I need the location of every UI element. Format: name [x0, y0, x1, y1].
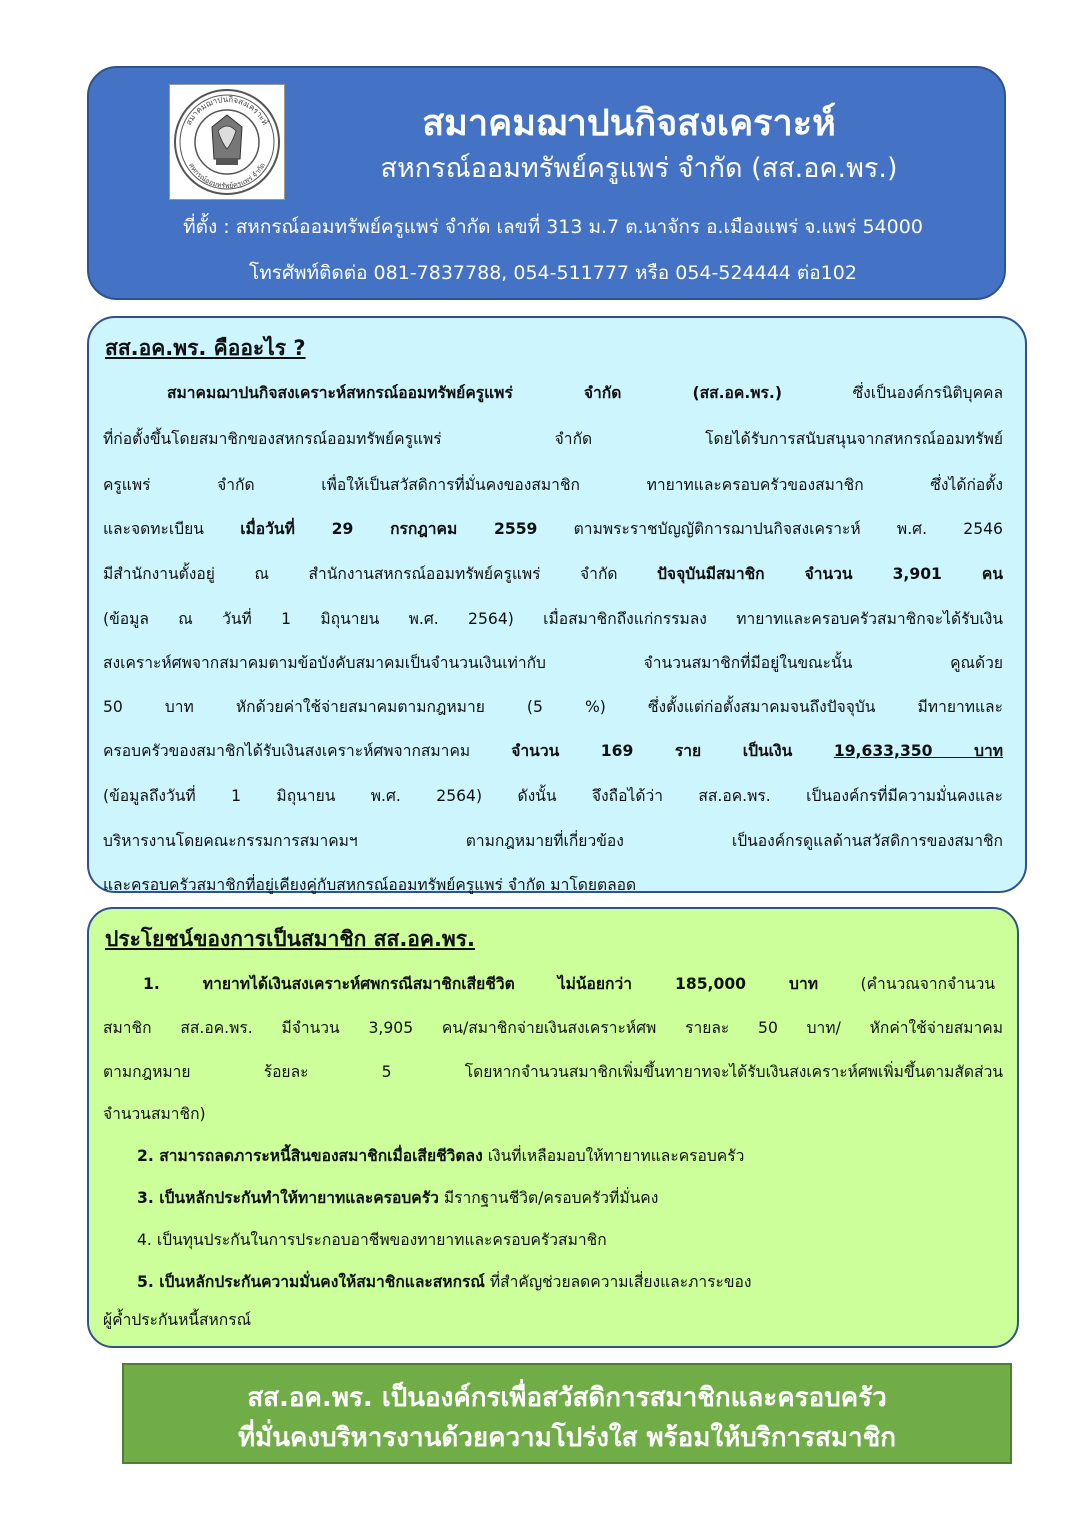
benefit-line: 2. สามารถลดภาระหนี้สินของสมาชิกเมื่อเสียชีวิตลง เงินที่เหลือมอบให้ทายาทและครอบครัว — [137, 1147, 745, 1165]
about-line: บริหารงานโดยคณะกรรมการสมาคมฯ ตามกฎหมายที่เกี่ยวข้อง เป็นองค์กรดูแลด้านสวัสดิการของสมาชิก — [103, 832, 1003, 850]
address-line: ที่ตั้ง : สหกรณ์ออมทรัพย์ครูแพร่ จำกัด เลขที่ 313 ม.7 ต.นาจักร อ.เมืองแพร่ จ.แพร่ 54000 — [183, 216, 923, 238]
benefits-heading: ประโยชน์ของการเป็นสมาชิก สส.อค.พร. — [105, 927, 476, 951]
phone-line: โทรศัพท์ติดต่อ 081-7837788, 054-511777 หรือ 054-524444 ต่อ102 — [249, 262, 857, 284]
benefit-line: จำนวนสมาชิก) — [103, 1105, 206, 1123]
benefit-line: 4. เป็นทุนประกันในการประกอบอาชีพของทายาทและครอบครัวสมาชิก — [137, 1231, 607, 1249]
about-line: (ข้อมูล ณ วันที่ 1 มิถุนายน พ.ศ. 2564) เมื่อสมาชิกถึงแก่กรรมลง ทายาทและครอบครัวสมาชิกจะได้รับเงิน — [103, 610, 1003, 628]
about-heading: สส.อค.พร. คืออะไร ? — [105, 336, 306, 360]
association-subtitle: สหกรณ์ออมทรัพย์ครูแพร่ จำกัด (สส.อค.พร.) — [380, 153, 898, 184]
benefit-line: ผู้ค้ำประกันหนี้สหกรณ์ — [103, 1311, 252, 1329]
benefits-section — [87, 907, 1019, 1348]
about-section — [87, 316, 1027, 893]
benefit-line: 5. เป็นหลักประกันความมั่นคงให้สมาชิกและสหกรณ์ ที่สำคัญช่วยลดความเสี่ยงและภาระของ — [137, 1273, 752, 1291]
footer-line-1: สส.อค.พร. เป็นองค์กรเพื่อสวัสดิการสมาชิกและครอบครัว — [247, 1383, 887, 1413]
about-line: สงเคราะห์ศพจากสมาคมตามข้อบังคับสมาคมเป็นจำนวนเงินเท่ากับ จำนวนสมาชิกที่มีอยู่ในขณะนั้น คูณด้วย — [103, 654, 1003, 672]
association-title: สมาคมฌาปนกิจสงเคราะห์ — [422, 103, 836, 144]
about-line: 50 บาท หักด้วยค่าใช้จ่ายสมาคมตามกฎหมาย (5 %) ซึ่งตั้งแต่ก่อตั้งสมาคมจนถึงปัจจุบัน มีทายาทและ — [103, 698, 1003, 716]
about-line: มีสำนักงานตั้งอยู่ ณ สำนักงานสหกรณ์ออมทรัพย์ครูแพร่ จำกัด ปัจจุบันมีสมาชิก จำนวน 3,901 คน — [103, 565, 1003, 583]
association-seal-icon — [170, 85, 284, 199]
header-banner — [87, 66, 1006, 300]
about-line: ครูแพร่ จำกัด เพื่อให้เป็นสวัสดิการที่มั่นคงของสมาชิก ทายาทและครอบครัวของสมาชิก ซึ่งได้ก่อตั้ง — [103, 476, 1003, 494]
about-line: ครอบครัวของสมาชิกได้รับเงินสงเคราะห์ศพจากสมาคม จำนวน 169 ราย เป็นเงิน 19,633,350 บาท — [103, 742, 1003, 760]
benefit-line: ตามกฎหมาย ร้อยละ 5 โดยหากจำนวนสมาชิกเพิ่มขึ้นทายาทจะได้รับเงินสงเคราะห์ศพเพิ่มขึ้นตามสัดส่วน — [103, 1063, 1003, 1081]
benefit-line: สมาชิก สส.อค.พร. มีจำนวน 3,905 คน/สมาชิกจ่ายเงินสงเคราะห์ศพ รายละ 50 บาท/ หักค่าใช้จ่ายสมาคม — [103, 1019, 1003, 1037]
about-line: สมาคมฌาปนกิจสงเคราะห์สหกรณ์ออมทรัพย์ครูแพร่ จำกัด (สส.อค.พร.) ซึ่งเป็นองค์กรนิติบุคคล — [167, 384, 1003, 402]
association-logo — [169, 84, 285, 200]
footer-banner — [122, 1363, 1012, 1464]
about-line: และจดทะเบียน เมื่อวันที่ 29 กรกฎาคม 2559 ตามพระราชบัญญัติการฌาปนกิจสงเคราะห์ พ.ศ. 2546 — [103, 520, 1003, 538]
logo-text-top: สมาคมฌาปนกิจสงเคราะห์ — [184, 94, 270, 127]
about-line: ที่ก่อตั้งขึ้นโดยสมาชิกของสหกรณ์ออมทรัพย์ครูแพร่ จำกัด โดยได้รับการสนับสนุนจากสหกรณ์ออมทรัพย์ — [103, 430, 1003, 448]
about-line: (ข้อมูลถึงวันที่ 1 มิถุนายน พ.ศ. 2564) ดังนั้น จึงถือได้ว่า สส.อค.พร. เป็นองค์กรที่มีความมั่นคงและ — [103, 787, 1003, 805]
about-line: และครอบครัวสมาชิกที่อยู่เคียงคู่กับสหกรณ์ออมทรัพย์ครูแพร่ จำกัด มาโดยตลอด — [103, 876, 637, 894]
benefit-line: 1. ทายาทได้เงินสงเคราะห์ศพกรณีสมาชิกเสียชีวิต ไม่น้อยกว่า 185,000 บาท (คำนวณจากจำนวน — [143, 975, 996, 993]
footer-line-2: ที่มั่นคงบริหารงานด้วยความโปร่งใส พร้อมให้บริการสมาชิก — [237, 1423, 897, 1453]
logo-text-bottom: สหกรณ์ออมทรัพย์ครูแพร่ จำกัด — [186, 161, 268, 190]
benefit-line: 3. เป็นหลักประกันทำให้ทายาทและครอบครัว มีรากฐานชีวิต/ครอบครัวที่มั่นคง — [137, 1189, 659, 1207]
